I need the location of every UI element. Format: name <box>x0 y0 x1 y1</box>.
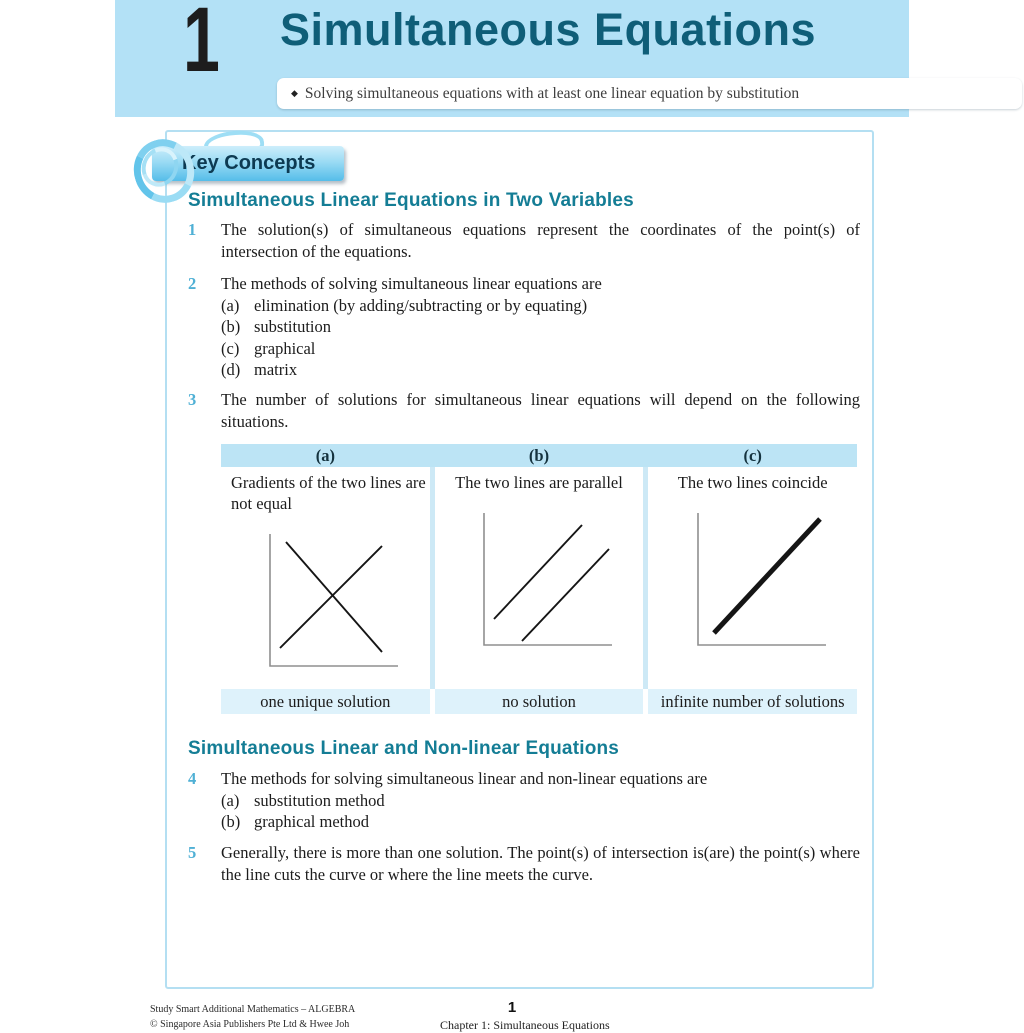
table-header-row <box>221 444 857 467</box>
table-body-row <box>221 467 857 689</box>
item-number: 3 <box>188 390 197 409</box>
list-item-1 <box>188 219 860 262</box>
section-heading-linear: Simultaneous Linear Equations in Two Variables <box>188 190 634 211</box>
cell-description: Gradients of the two lines are not equal <box>231 473 426 513</box>
item-number: 1 <box>188 220 197 239</box>
item-text: The solution(s) of simultaneous equations represent the coordinates of the point(s) of intersection of the equations. <box>221 220 860 261</box>
section-heading-nonlinear: Simultaneous Linear and Non-linear Equations <box>188 738 620 759</box>
caption-a: one unique solution <box>221 689 430 714</box>
chapter-objectives-box <box>277 78 1022 109</box>
item-text: The number of solutions for simultaneous linear equations will depend on the following situations. <box>221 390 860 431</box>
sub-item-c: (c) graphical <box>221 338 316 358</box>
sub-item-a: (a) substitution method <box>221 790 385 810</box>
table-cell-a <box>221 467 430 689</box>
table-cell-c <box>648 467 857 689</box>
intersecting-lines-graph <box>240 522 410 680</box>
footer-page-number: 1 <box>507 999 517 1016</box>
table-caption-row <box>221 689 857 714</box>
item-lead: The methods of solving simultaneous linear equations are <box>221 274 602 293</box>
cell-description: The two lines are parallel <box>455 473 623 492</box>
caption-c: infinite number of solutions <box>648 689 857 714</box>
parallel-lines-graph <box>454 501 624 659</box>
chapter-title: Simultaneous Equations <box>280 4 817 55</box>
objective-text: Solving simultaneous equations with at least one linear equation by substitution <box>304 84 800 102</box>
caption-b: no solution <box>435 689 644 714</box>
sub-item-b: (b) graphical method <box>221 812 370 831</box>
key-concepts-badge <box>134 133 364 193</box>
header-cell-a: (a) <box>315 445 335 465</box>
table-cell-b <box>435 467 644 689</box>
sub-item-a: (a) elimination (by adding/subtracting or by equating) <box>221 295 588 315</box>
item-text: Generally, there is more than one solution. The point(s) of intersection is(are) the point(s) where the line cuts the curve or where the line meets the curve. <box>221 843 860 884</box>
solutions-table <box>221 444 857 714</box>
list-item-3 <box>188 389 860 432</box>
item-number: 2 <box>188 274 197 293</box>
footer-book-title: Study Smart Additional Mathematics – ALGEBRA <box>150 1004 356 1015</box>
list-item-4 <box>188 768 860 833</box>
footer-chapter-ref: Chapter 1: Simultaneous Equations <box>440 1018 610 1032</box>
header-cell-c: (c) <box>743 445 762 465</box>
item-text <box>221 768 860 833</box>
bullet-icon: ◆ <box>291 88 298 98</box>
chapter-number: 1 <box>183 0 219 91</box>
sub-item-d: (d) matrix <box>221 360 298 379</box>
item-number: 5 <box>188 843 197 862</box>
sub-item-b: (b) substitution <box>221 317 332 336</box>
chapter-banner <box>115 0 909 117</box>
cell-description: The two lines coincide <box>677 473 828 492</box>
item-text <box>221 273 860 381</box>
item-number: 4 <box>188 769 197 788</box>
header-cell-b: (b) <box>528 445 550 465</box>
key-concepts-panel <box>165 130 874 989</box>
coinciding-lines-graph <box>668 501 838 659</box>
list-item-5 <box>188 842 860 885</box>
list-item-2 <box>188 273 860 381</box>
item-lead: The methods for solving simultaneous linear and non-linear equations are <box>221 769 708 788</box>
footer-copyright: © Singapore Asia Publishers Pte Ltd & Hwee Joh <box>150 1019 350 1030</box>
badge-label: Key Concepts <box>182 152 316 174</box>
